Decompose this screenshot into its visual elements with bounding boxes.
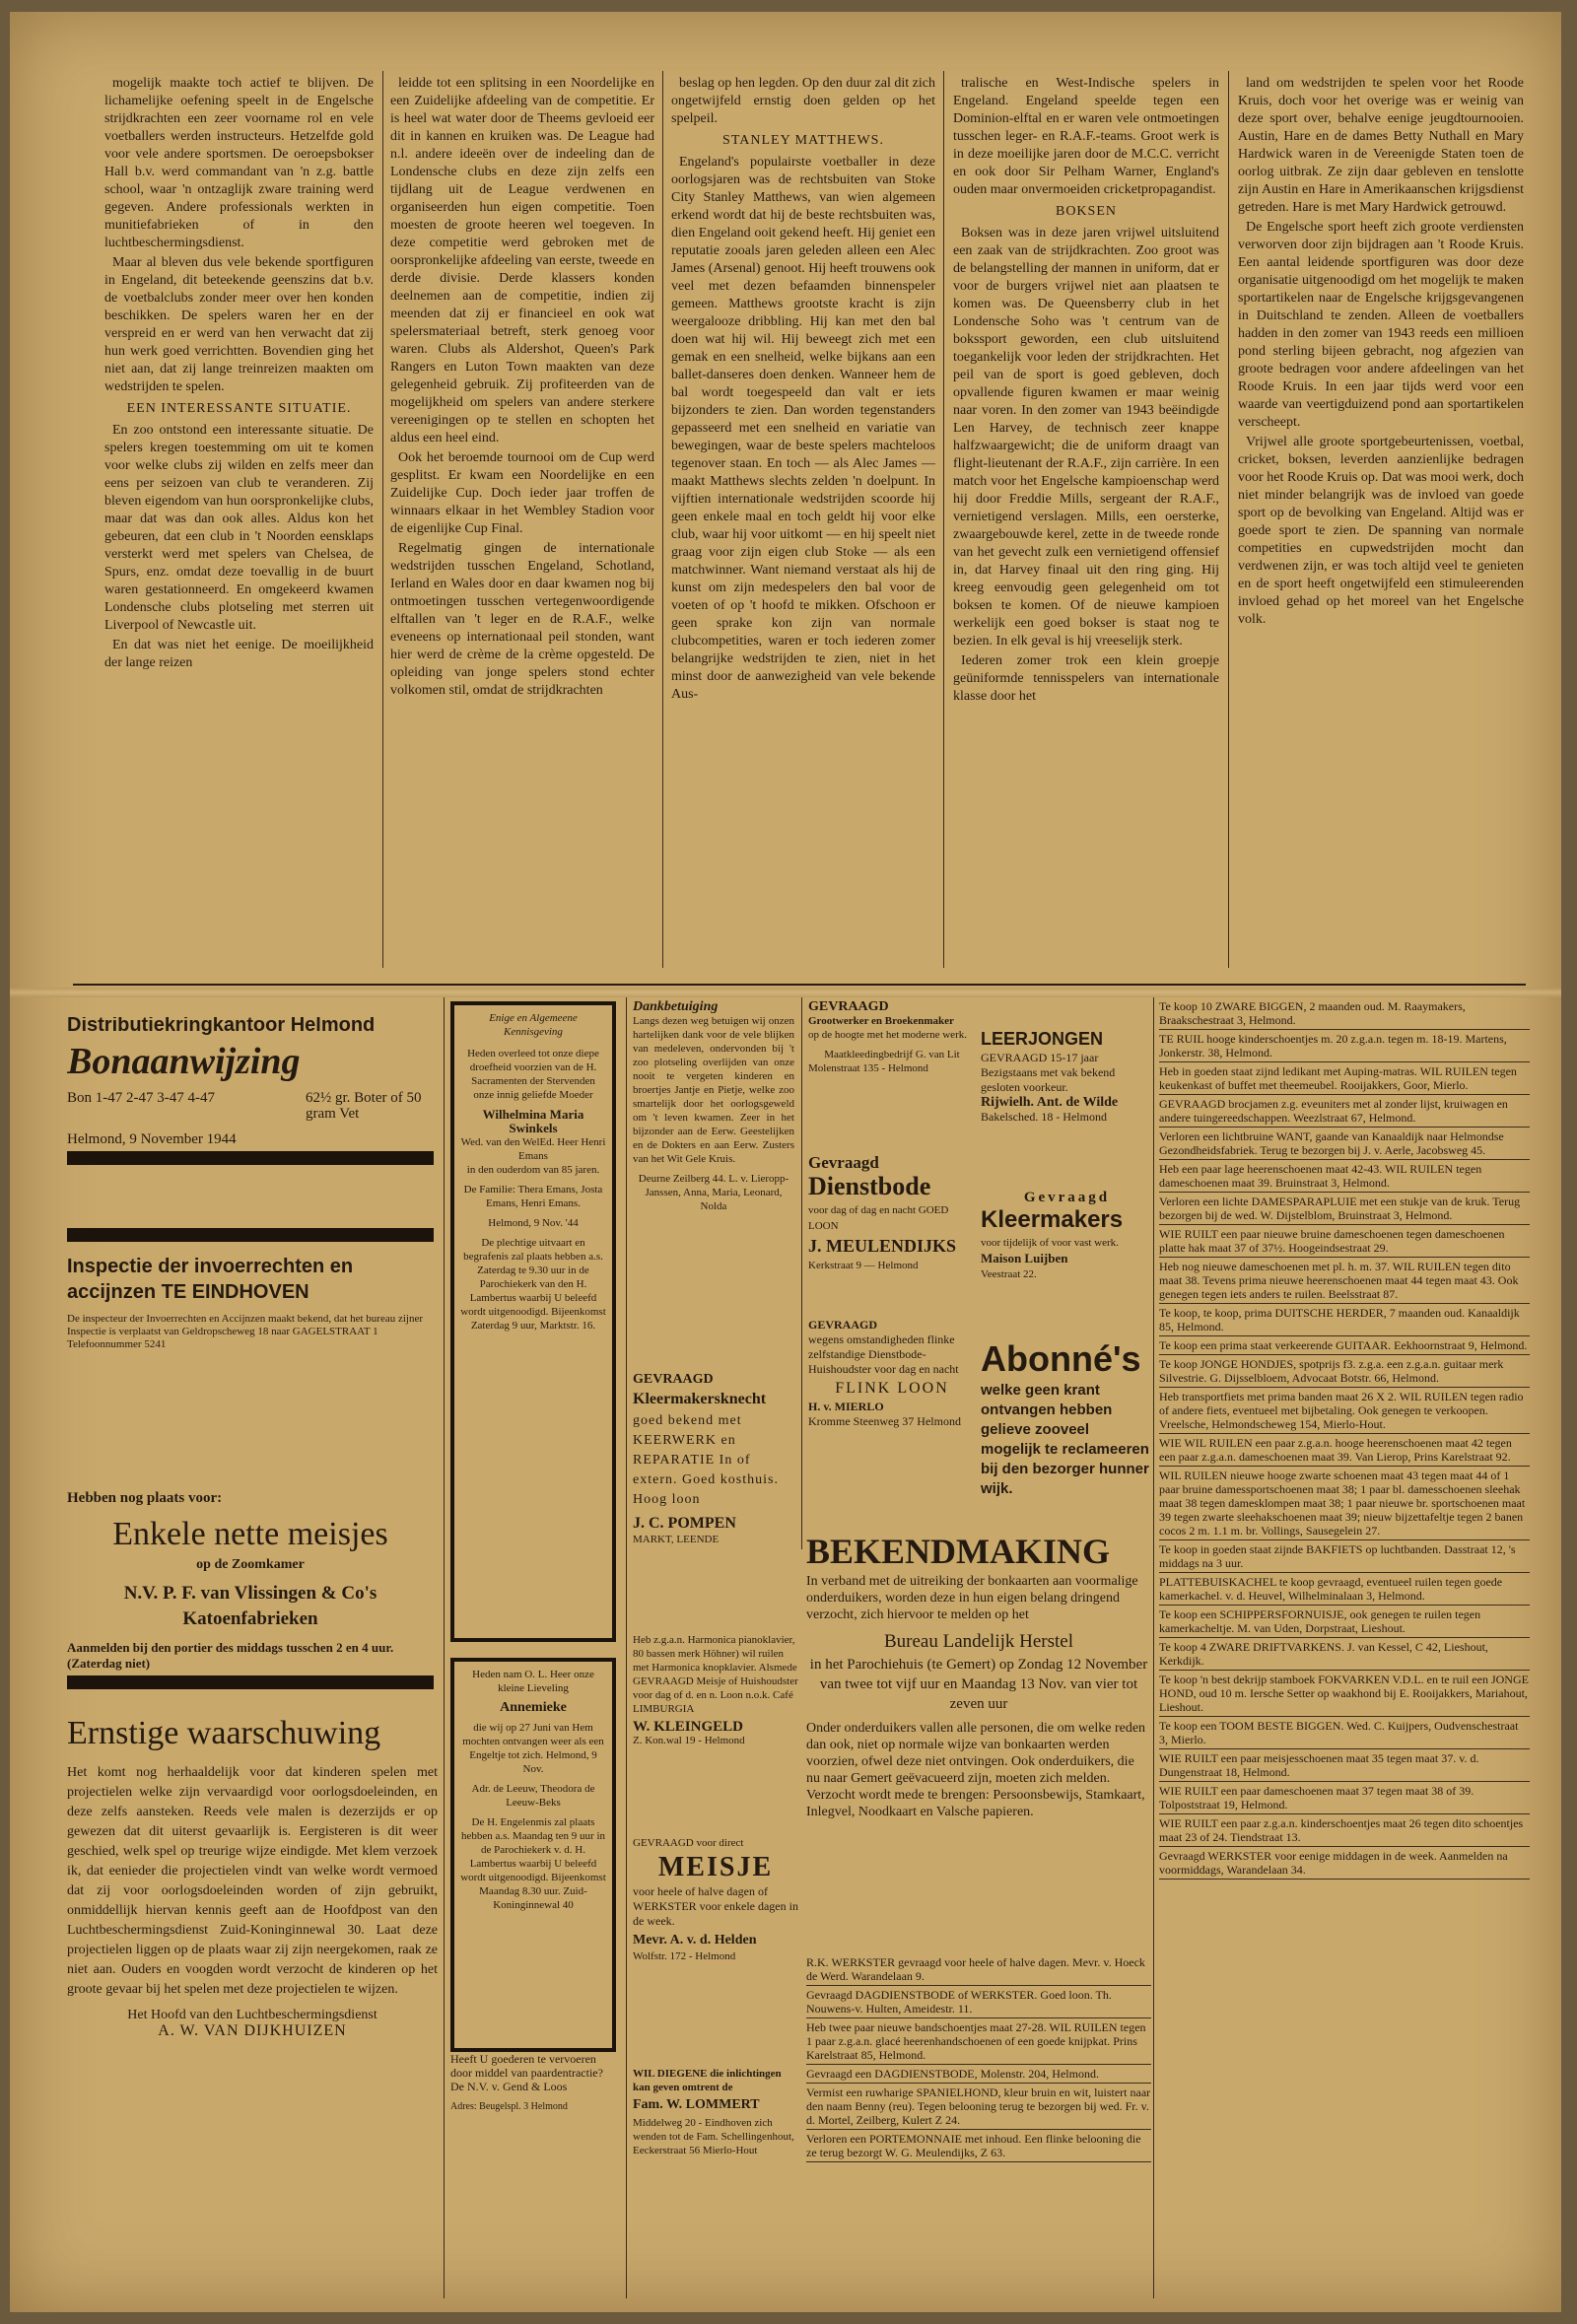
- ad-title: Dienstbode: [808, 1172, 931, 1200]
- ad-text: Langs dezen weg betuigen wij onzen hartelijken dank voor de vele blijken van medeleven, ondervonden bij 't zoo plotseling overlijden van onze nooit te vergeten kinderen en broertjes Jantje en Pietje, welke zoo smartelijk door het oorlogsgeweld om 't leven kwamen. Zeer in het bijzonder aan de Eerw. Geestelijken en de Dokters en aan Eerw. Zusters van het Wit Gele Kruis.: [633, 1015, 794, 1165]
- ad-name: Maatkleedingbedrijf G. van Lit: [824, 1049, 960, 1060]
- ad-title: BEKENDMAKING: [806, 1532, 1111, 1571]
- article-paragraph: land om wedstrijden te spelen voor het Roode Kruis, doch voor het overige was er weinig van deze sport over, behalve eenige jeugdtournooien. Austin, Hare en de dames Betty Nuthall en Mary Hardwick waren in de Vereenigde Staten toen de oorlog uitbrak. Ze zijn daar gebleven en tenslotte zijn Austin en Hare in Amerikaanschen krijgsdienst getreden. Hare is met Mary Hardwick getrouwd.: [1238, 76, 1524, 215]
- section-rule: [73, 984, 1526, 986]
- ad-overlijden-annemieke: [450, 1658, 616, 2052]
- notice-text: Heden overleed tot onze diepe droefheid voorzien van de H. Sacramenten der Stervenden onze innig geliefde Moeder: [467, 1048, 599, 1101]
- article-paragraph: Maar al bleven dus vele bekende sportfiguren in Engeland, dit beteekende geenszins dat b.v. de voetbalclubs zonder meer over hen konden beschikken. De spelers waren her en der verspreid en er werd van hen verwacht dat zij hun werk goed verrichtten. Bovendien ging het niet aan, dat zij lange treinreizen maakten om wedstrijden te spelen.: [104, 255, 374, 394]
- ad-text: De inspecteur der Invoerrechten en Accijnzen maakt bekend, dat het bureau zijner Inspectie is verplaatst van Geldropscheweg 18 naar GAGELSTRAAT 1 Telefoonnummer 5241: [67, 1313, 423, 1350]
- classified-ad: GEVRAAGD brocjamen z.g. eveuniters met al zonder lijst, kruiwagen en andere tuingereedschappen. Weezlstraat 67, Helmond.: [1159, 1095, 1530, 1128]
- column-rule: [801, 997, 802, 1549]
- ad-name: J. MEULENDIJKS: [808, 1236, 957, 1256]
- ad-text: voor dag of dag en nacht GOED LOON: [808, 1204, 949, 1232]
- classified-ad: WIE RUILT een paar meisjesschoenen maat 35 tegen maat 37. v. d. Dungenstraat 18, Helmond.: [1159, 1749, 1530, 1782]
- ad-title: Kleermakersknecht: [633, 1391, 767, 1407]
- ad-bar: [67, 1228, 434, 1242]
- ad-title: Grootwerker en Broekenmaker: [808, 1015, 954, 1027]
- ad-text: op de hoogte met het moderne werk.: [808, 1029, 967, 1041]
- ad-text: goed bekend met KEERWERK en REPARATIE In of extern. Goed kosthuis. Hoog loon: [633, 1413, 779, 1507]
- article-paragraph: Engeland's populairste voetballer in deze oorlogsjaren was de rechtsbuiten van Stoke City Stanley Matthews, van wien algemeen erkend wordt dat hij de beste rechtsbuiten was, dien Engeland ooit gekend heeft. Hij geniet een reputatie zooals jaren geleden alleen een Alec James (Arsenal) genoot. Hij heeft trouwens ook veel met dezen befaamden binnenspeler gemeen. Matthews grootste kracht is zijn weergalooze dribbling. Hij kan met den bal doen wat hij wil. Hij beweegt zich met een gemak en een snelheid, welke bijkans aan een ballet-danseres doen denken. Wanneer hem de bal wordt toegespeeld dan valt er iets bijzonders te zien. Dan worden tegenstanders gepasseerd met een snelheid en variatie van bewegingen, waar de beste spelers machteloos tegenover staan. En toch — als Alec James — maakt Matthews slechts zelden 'n doelpunt. In vijftien internationale wedstrijden scoorde hij geen enkele maal en toch geldt hij voor elke club, waar hij voor uitkomt — en hij speelt niet graag voor zijn eigen club Stoke — als een matchwinner. Want niemand verstaat als hij de kunst om zijn medespelers den bal voor de voeten of op 't hoofd te mikken. Ofschoon er geen sprake kon zijn van normale clubcompetities, waren er toch iederen zomer belangrijke wedstrijden te zien, niet in het minst door de aanwezigheid van vele bekende Aus-: [671, 155, 935, 702]
- ad-ernstige-waarschuwing: [67, 1712, 438, 2293]
- classified-ad: PLATTEBUISKACHEL te koop gevraagd, eventueel ruilen tegen goede kamerkachel. v. d. Heuvel, Wilhelminalaan 3, Helmond.: [1159, 1573, 1530, 1606]
- ad-name: Rijwielh. Ant. de Wilde: [981, 1095, 1119, 1110]
- classified-ad: Verloren een PORTEMONNAIE met inhoud. Een flinke belooning die ze terug bezorgt W. G. Meulendijks, Z 63.: [806, 2130, 1151, 2162]
- family-names: De Familie: Thera Emans, Josta Emans, Henri Emans.: [463, 1184, 603, 1209]
- ad-intro: Hebben nog plaats voor:: [67, 1490, 223, 1506]
- ad-title: Enkele nette meisjes: [112, 1516, 388, 1552]
- ad-text: Aanmelden bij den portier des middags tusschen 2 en 4 uur. (Zaterdag niet): [67, 1640, 394, 1671]
- ad-name: Mevr. A. v. d. Helden: [633, 1933, 757, 1948]
- signature-title: Het Hoofd van den Luchtbeschermingsdienst: [127, 2008, 377, 2022]
- article-column-3: [671, 75, 935, 967]
- article-paragraph: En zoo ontstond een interessante situatie. De spelers kregen toestemming om uit te komen voor welke clubs zij wilden en zelfs meer dan eens per seizoen van club te veranderen. Zij bleven eigendom van hun oorspronkelijke clubs, maar dat was dan ook alles. Aldus kon het gebeuren, dat een club in 't Noorden eensklaps versterkt werd met spelers van Chelsea, de Spurs, enz. omdat deze toevallig in de buurt waren gestationneerd. En omgekeerd kwamen Londensche clubs plotseling met sterren uit Liverpool of Newcastle uit.: [104, 423, 374, 633]
- article-subheading: STANLEY MATTHEWS.: [722, 133, 884, 148]
- classified-ad: Te koop een SCHIPPERSFORNUISJE, ook genegen te ruilen tegen kamerkacheltje. M. van Uden, Dorpstraat, Lieshout.: [1159, 1606, 1530, 1638]
- ad-meisje-werkster: [633, 1835, 798, 2052]
- notice-detail: die wij op 27 Juni van Hem mochten ontvangen weer als een Engeltje tot zich. Helmond, 9 Nov.: [462, 1722, 604, 1775]
- classified-ad: Gevraagd WERKSTER voor eenige middagen in de week. Aanmelden na voormiddags, Warandelaan 34.: [1159, 1847, 1530, 1880]
- classified-ad: WIE WIL RUILEN een paar z.g.a.n. hooge heerenschoenen maat 42 tegen een paar z.g.a.n. dameschoenen maat 39. Van Lierop, Prins Karelstraat 92.: [1159, 1434, 1530, 1467]
- classified-ad: WIE RUILT een paar nieuwe bruine dameschoenen tegen dameschoenen platte hak maat 37 of 37½. Hoogeindsestraat 29.: [1159, 1225, 1530, 1258]
- ad-address: Adres: Beugelspl. 3 Helmond: [450, 2101, 568, 2112]
- bon-numbers: Bon 1-47 2-47 3-47 4-47: [67, 1090, 215, 1106]
- article-column-4: [953, 75, 1219, 967]
- ad-text: WIL DIEGENE die inlichtingen kan geven omtrent de: [633, 2068, 782, 2093]
- ad-inspectie: [67, 1224, 434, 1401]
- classified-ad: Te koop, te koop, prima DUITSCHE HERDER, 7 maanden oud. Kanaaldijk 85, Helmond.: [1159, 1304, 1530, 1336]
- ad-flink-loon: [808, 1318, 976, 1515]
- classified-ad: TE RUIL hooge kinderschoentjes m. 20 z.g.a.n. tegen m. 18-19. Martens, Jonkerstr. 38, Helmond.: [1159, 1030, 1530, 1062]
- classified-ad: Verloren een lichte DAMESPARAPLUIE met een stukje van de kruk. Terug bezorgen bij de wed. W. Dijstelblom, Bruinstraat 3, Helmond.: [1159, 1193, 1530, 1225]
- classified-ad: Gevraagd een DAGDIENSTBODE, Molenstr. 204, Helmond.: [806, 2065, 1151, 2084]
- ad-text: In verband met de uitreiking der bonkaarten aan voormalige onderduikers, worden deze in hun eigen belang dringend verzocht, zich hiervoor te melden op het: [806, 1574, 1138, 1622]
- ad-dienstbode: [808, 1155, 976, 1303]
- ad-address: Molenstraat 135 - Helmond: [808, 1062, 928, 1074]
- ad-leerjongen: [981, 1027, 1153, 1165]
- ad-text: wegens omstandigheden flinke zelfstandige Dienstbode- Huishoudster voor dag en nacht: [808, 1333, 959, 1376]
- ad-bar: [67, 1151, 434, 1165]
- office-name: Distributiekringkantoor Helmond: [67, 1017, 376, 1036]
- ad-head: GEVRAAGD: [808, 1000, 889, 1014]
- ad-name: W. KLEINGELD: [633, 1719, 743, 1735]
- small-ads-column: [1159, 997, 1530, 1880]
- ad-overlijden-swinkels: [450, 1001, 616, 1642]
- ad-text: voor heele of halve dagen of WERKSTER voor enkele dagen in de week.: [633, 1884, 798, 1928]
- deceased-name: Annemieke: [500, 1700, 567, 1715]
- article-paragraph: Boksen was in deze jaren vrijwel uitsluitend een zaak van de strijdkrachten. Zoo groot was de belangstelling der mannen in uniform, dat er voor de burgers vrijwel niet aan plaatsen te komen was. De Queensberry club in het Londensche Soho was 't centrum van de bokssport geworden, een club uitsluitend toegankelijk voor leden der strijdkrachten. Het peil van de sport is goed gebleven, doch opvallende figuren kwamen er maar weinig naar voren. In den zomer van 1943 beëindigde Len Harvey, de technisch zeer knappe halfzwaargewicht; die de uniform draagt van flight-lieutenant der R.A.F., zijn carrière. In een match voor het Engelsche kampioenschap werd hij door Freddie Mills, sergeant der R.A.F., vernietigend verslagen. Mills, een oersterke, zwaargebouwde kerel, zette in de tweede ronde van het gevecht zulk een vernietigend offensief in, dat Harvey finaal uit den ring ging. Hij kreeg eenvoudig geen gelegenheid om tot boksen te komen. Of de nieuwe kampioen werkelijk een goed bokser is staat nog te bezien. In elk geval is hij vreeselijk sterk.: [953, 226, 1219, 649]
- classified-ad: Te koop 4 ZWARE DRIFTVARKENS. J. van Kessel, C 42, Lieshout, Kerkdijk.: [1159, 1638, 1530, 1671]
- ad-address: Veestraat 22.: [981, 1268, 1037, 1280]
- ad-harmonica: [633, 1633, 798, 1811]
- paper-fold: [10, 988, 1561, 997]
- ad-title: FLINK LOON: [835, 1380, 949, 1397]
- ad-title: Kleermakers: [981, 1206, 1124, 1233]
- classified-ad: Heb een paar lage heerenschoenen maat 42-43. WIL RUILEN tegen dameschoenen maat 39. Bruinstraat 3, Helmond.: [1159, 1160, 1530, 1193]
- ad-address: Bakelsched. 18 - Helmond: [981, 1110, 1107, 1124]
- ad-kleermakers: [981, 1190, 1153, 1318]
- newspaper-page: [10, 12, 1561, 2312]
- notice-date: Helmond, 9 Nov. '44: [488, 1217, 579, 1229]
- classified-ad: WIL RUILEN nieuwe hooge zwarte schoenen maat 43 tegen maat 44 of 1 paar bruine damessportschoenen maat 38; 1 paar bl. damesschoenen sleehak maat 38 tegen damesklompen maat 38; 1 paar nieuwe br. sportschoenen maat 39 tegen zwarte sleehakschoenen maat 39; nieuw bijzettafeltje tegen 2 banen cocos 2 m. 1.1 m. br. Vollings, Sausegelein 27.: [1159, 1467, 1530, 1540]
- ad-date: Helmond, 9 November 1944: [67, 1131, 237, 1147]
- ad-text: Heb z.g.a.n. Harmonica pianoklavier, 80 bassen merk Höhner) wil ruilen met Harmonica knopklavier. Alsmede GEVRAAGD Meisje of Huishoudster voor dag of d. en n. Loon n.o.k. Café LIMBURGIA: [633, 1634, 798, 1715]
- classified-ad: Te koop JONGE HONDJES, spotprijs f3. z.g.a. een z.g.a.n. guitaar merk Silvestrie. G. Dijsselbloem, Advocaat Botstr. 66, Helmond.: [1159, 1355, 1530, 1388]
- ad-name: Fam. W. LOMMERT: [633, 2097, 760, 2112]
- ad-head: GEVRAAGD voor direct: [633, 1837, 744, 1849]
- ad-text: Heeft U goederen te vervoeren door middel van paardentractie? De N.V. v. Gend & Loos: [450, 2052, 603, 2093]
- bon-amount: 62½ gr. Boter of 50 gram Vet: [306, 1090, 422, 1122]
- deceased-age: in den ouderdom van 85 jaren.: [466, 1164, 600, 1176]
- ad-title: Ernstige waarschuwing: [67, 1715, 381, 1751]
- ad-title: Abonné's: [981, 1338, 1141, 1379]
- classified-ad: Heb transportfiets met prima banden maat 26 X 2. WIL RUILEN tegen radio of andere fiets, eventueel met bijbetaling. Ook genegen te verkoopen. Vreelsche, Helmondscheweg 154, Mierlo-Hout.: [1159, 1388, 1530, 1434]
- ad-address: Kerkstraat 9 — Helmond: [808, 1260, 919, 1271]
- ad-address: Wolfstr. 172 - Helmond: [633, 1950, 736, 1962]
- column-rule: [444, 997, 445, 2298]
- ad-signature: Deurne Zeilberg 44. L. v. Lieropp-Janssen, Anna, Maria, Leonard, Nolda: [638, 1173, 789, 1212]
- ad-grootwerker: [808, 1000, 976, 1148]
- meeting-place: in het Parochiehuis (te Gemert) op Zondag 12 November van twee tot vijf uur en Maandag 13 Nov. van vier tot zeven uur: [809, 1657, 1148, 1712]
- classified-ad: Te koop in goeden staat zijnde BAKFIETS op luchtbanden. Dasstraat 12, 's middags na 3 uur.: [1159, 1540, 1530, 1573]
- ad-head: GEVRAAGD: [633, 1372, 714, 1387]
- article-subheading: EEN INTERESSANTE SITUATIE.: [126, 401, 352, 416]
- ad-abonnes: [981, 1337, 1153, 1525]
- ad-dankbetuiging: [633, 1000, 794, 1365]
- ad-name: H. v. MIERLO: [808, 1400, 884, 1413]
- article-paragraph: mogelijk maakte toch actief te blijven. De lichamelijke oefening speelt in de Engelsche strijdkrachten een zeer voorname rol en vele voetballers werden instructeurs. Hetzelfde gold voor vele andere sportsmen. De oeroepsbokser Hall b.v. werd commandant van 'n z.g. battle school, waar 'n ontzaglijk zware training werd gegeven. Andere professionals werkten in munitiefabrieken of in den luchtbeschermingsdienst.: [104, 76, 374, 250]
- ad-text: Het komt nog herhaaldelijk voor dat kinderen spelen met projectielen welke zijn vervaardigd voor oorlogsdoeleinden, en deze zelfs aansteken. Reeds vele malen is dezerzijds er op gewezen dat dit uiterst gevaarlijk is. Eergisteren is dit weer geschied, welk spel op treurige wijze eindigde. Met klem verzoek ik, dat eenieder die projectielen vindt van welke wordt vermoed dat zij voor oorlogsdoeleinden worden of zijn gebruikt, onmiddellijk hiervan kennis geeft aan de Hoofdpost van den Luchtbeschermingsdienst Zuid-Koninginnewal 30. Laat deze projectielen liggen op de plaats waar zij zijn neergekomen, raak ze niet aan. Ouders en voogden wordt verzocht de kinderen op het groote gevaar bij het spelen met deze projectielen te wijzen.: [67, 1765, 438, 1997]
- ad-title: LEERJONGEN: [981, 1029, 1104, 1049]
- article-paragraph: Ook het beroemde tournooi om de Cup werd gesplitst. Er kwam een Noordelijke en een Zuidelijke Cup. Doch ieder jaar troffen de winnaars elkaar in het Wembley Stadion voor de eigenlijke Cup Final.: [390, 450, 654, 536]
- article-paragraph: leidde tot een splitsing in een Noordelijke en een Zuidelijke afdeeling van de competitie. Er is heel wat water door de Theems gevloeid eer dit in kannen en kruiken was. De League had n.l. andere ideeën over de indeeling dan de Londensche clubs en deze zijn zelfs een tijdlang uit de League verdwenen en organiseerden hun eigen competitie. Toen moesten de groote heeren wel toegeven. In deze competitie werd gebroken met de oorspronkelijke afdeeling van eerste, tweede en derde divisie. Derde klassers konden deelnemen aan de competitie, indien zij meenden dat zij er financieel en ook wat spelersmateriaal betreft, sterk genoeg voor waren. Clubs als Aldershot, Queen's Park Rangers en Luton Town maakten van deze gelegenheid gebruik. Zij profiteerden van de mogelijkheid om spelers van andere sterkere vereenigingen op te stellen en schopten het aldus een heel eind.: [390, 76, 654, 445]
- ad-bonaanwijzing: [67, 1017, 434, 1195]
- deceased-name: Wilhelmina Maria Swinkels: [482, 1107, 584, 1135]
- article-paragraph: Regelmatig gingen de internationale wedstrijden tusschen Engeland, Schotland, Ierland en Wales door en daar kwamen nog bij ontmoetingen tusschen vertegenwoordigende elftallen van 't leger en de R.A.F., welke eveneens op internationaal peil stonden, want hier werd de crème de la crème opgesteld. De opleiding van jonge spelers stond echter volkomen stil, omdat de strijdkrachten: [390, 541, 654, 698]
- ad-title: Inspectie der invoerrechten en accijnzen TE EINDHOVEN: [67, 1256, 354, 1303]
- column-rule: [1153, 997, 1154, 2298]
- article-paragraph: De Engelsche sport heeft zich groote verdiensten verworven door zijn bijdragen aan 't Roode Kruis. Een aantal leidende sportfiguren was door deze organisatie uitgenoodigd om het mogelijk te maken sportartikelen naar de Engelsche krijgsgevangenen in Duitschland te zenden. Alleen de voetballers hadden in den zomer van 1943 reeds een millioen pond sterling bijeen gebracht, nog afgezien van groote bedragen voor andere afdeelingen van het Roode Kruis. In een jaar tijds werd voor een waarde van veertigduizend pond aan sportartikelen verscheept.: [1238, 220, 1524, 430]
- ad-name: J. C. POMPEN: [633, 1515, 736, 1532]
- classified-ad: Te koop 10 ZWARE BIGGEN, 2 maanden oud. M. Raaymakers, Braakschestraat 3, Helmond.: [1159, 997, 1530, 1030]
- classified-ad: WIE RUILT een paar z.g.a.n. kinderschoentjes maat 26 tegen dito schoentjes maat 23 of 24. Tiendstraat 13.: [1159, 1814, 1530, 1847]
- article-column-2: [390, 75, 654, 967]
- ad-nette-meisjes: [67, 1490, 434, 1707]
- article-paragraph: Vrijwel alle groote sportgebeurtenissen, voetbal, cricket, boksen, leverden aanzienlijke bedragen voor het Roode Kruis op. Dat was mooi werk, doch niet minder belangrijk was de invloed van goede sport op de bevolking van Engeland. Altijd was er goede sport te zien. De spanning van normale competities en cupwedstrijden mocht dan verdwenen zijn, er was toch altijd veel te genieten en de sport heeft ongetwijfeld een stimuleerenden invloed gehad op het moreel van het Engelsche volk.: [1238, 435, 1524, 627]
- ad-head: GEVRAAGD: [808, 1318, 878, 1332]
- funeral-text: De plechtige uitvaart en begrafenis zal plaats hebben a.s. Zaterdag te 9.30 uur in de Parochiekerk van den H. Lambertus waarbij U beleefd wordt uitgenoodigd. Bijeenkomst Zaterdag 9 uur, Marktstr. 16.: [460, 1237, 606, 1332]
- column-rule: [943, 71, 944, 968]
- company-name: N.V. P. F. van Vlissingen & Co's Katoenfabrieken: [123, 1583, 377, 1629]
- notice-text: Heden nam O. L. Heer onze kleine Lieveling: [472, 1669, 594, 1694]
- column-rule: [1228, 71, 1229, 968]
- column-rule: [626, 997, 627, 2298]
- article-paragraph: Iederen zomer trok een klein groepje geüniformde tennisspelers van internationale klasse door het: [953, 653, 1219, 704]
- funeral-text: De H. Engelenmis zal plaats hebben a.s. Maandag ten 9 uur in de Parochiekerk v. d. H. Lambertus waarbij U beleefd wordt uitgenoodigd. Bijeenkomst Maandag 8.30 uur. Zuid-Koninginnewal 40: [460, 1816, 606, 1911]
- classified-ad: Gevraagd DAGDIENSTBODE of WERKSTER. Goed loon. Th. Nouwens-v. Hulten, Ameidestr. 11.: [806, 1986, 1151, 2018]
- parent-names: Adr. de Leeuw, Theodora de Leeuw-Beks: [471, 1783, 595, 1809]
- classified-ad: Te koop een TOOM BESTE BIGGEN. Wed. C. Kuijpers, Oudvenschestraat 3, Mierlo.: [1159, 1717, 1530, 1749]
- ad-van-gend-loos: [450, 2052, 618, 2279]
- classified-ad: Heb nog nieuwe dameschoenen met pl. h. m. 37. WIL RUILEN tegen dito maat 38. Tevens prima nieuwe heerenschoenen maat 44 tegen maat 43. Ook genegen tegen iets anders te ruilen. Beelsstraat 87.: [1159, 1258, 1530, 1304]
- ad-bar: [67, 1675, 434, 1689]
- article-column-1: [104, 75, 374, 967]
- ad-address: Z. Kon.wal 19 - Helmond: [633, 1735, 745, 1746]
- ad-sub: op de Zoomkamer: [196, 1557, 305, 1572]
- classified-ad: R.K. WERKSTER gevraagd voor heele of halve dagen. Mevr. v. Hoeck de Werd. Warandelaan 9.: [806, 1953, 1151, 1986]
- ad-head: Gevraagd: [1023, 1190, 1111, 1205]
- ad-name: Maison Luijben: [981, 1251, 1068, 1265]
- ad-address: MARKT, LEENDE: [633, 1534, 720, 1545]
- ad-lommert: [633, 2067, 798, 2264]
- bureau-name: Bureau Landelijk Herstel: [883, 1631, 1074, 1652]
- column-rule: [382, 71, 383, 968]
- deceased-sub: Wed. van den WelEd. Heer Henri Emans: [460, 1136, 606, 1162]
- classified-ad: Te koop een prima staat verkeerende GUITAAR. Eekhoornstraat 9, Helmond.: [1159, 1336, 1530, 1355]
- classified-ad: Vermist een ruwharige SPANIELHOND, kleur bruin en wit, luistert naar den naam Benny (reu). Tegen belooning terug te bezorgen bij wed. Fr. v. d. Mortel, Zeilberg, Kulert Z 24.: [806, 2084, 1151, 2130]
- ad-title: MEISJE: [657, 1852, 774, 1882]
- ad-address: Kromme Steenweg 37 Helmond: [808, 1414, 961, 1428]
- notice-head: Enige en Algemeene Kennisgeving: [489, 1012, 578, 1038]
- ad-title: Dankbetuiging: [633, 1000, 719, 1014]
- classified-ad: Heb twee paar nieuwe bandschoentjes maat 27-28. WIL RUILEN tegen 1 paar z.g.a.n. glacé heerenhandschoenen of een goede knijpkat. Prins Karelstraat 85, Helmond.: [806, 2018, 1151, 2065]
- classified-ad: Te koop 'n best dekrijp stamboek FOKVARKEN V.D.L. en te ruil een JONGE HOND, oud 10 m. Iersche Setter op waakhond bij E. Rooijakkers, Mariahout, Lieshout.: [1159, 1671, 1530, 1717]
- ad-address: Middelweg 20 - Eindhoven zich wenden tot de Fam. Schellingenhout, Eeckerstraat 56 Mierlo-Hout: [633, 2117, 794, 2156]
- classified-ad: WIE RUILT een paar dameschoenen maat 37 tegen maat 38 of 39. Tolpoststraat 19, Helmond.: [1159, 1782, 1530, 1814]
- article-paragraph: tralische en West-Indische spelers in Engeland. Engeland speelde tegen een Dominion-elftal en er waren vele ontmoetingen tusschen leger- en R.A.F.-teams. Groot werk is in deze moeilijke jaren door de M.C.C. verricht en ook door Sir Pelham Warner, England's ouden maar onvermoeiden cricketpropagandist.: [953, 76, 1219, 197]
- ad-title: Bonaanwijzing: [67, 1041, 301, 1082]
- classified-ad: Verloren een lichtbruine WANT, gaande van Kanaaldijk naar Helmondse Gezondheidsfabriek. Terug te bezorgen bij J. v. Aerle, Jacobsweg 45.: [1159, 1128, 1530, 1160]
- ad-head: Gevraagd: [808, 1155, 879, 1172]
- article-paragraph: beslag op hen legden. Op den duur zal dit zich ongetwijfeld ernstig doen gelden op het spelpeil.: [671, 76, 935, 126]
- classified-ad: Heb in goeden staat zijnd ledikant met Auping-matras. WIL RUILEN tegen keukenkast of buffet met theemeubel. Rooijakkers, Goor, Mierlo.: [1159, 1062, 1530, 1095]
- article-paragraph: En dat was niet het eenige. De moeilijkheid der lange reizen: [104, 638, 374, 670]
- ad-text-2: Onder onderduikers vallen alle personen, die om welke reden dan ook, niet op normale wijze van bonkaarten werden voorzien, ofwel deze niet ontvingen. Ook onderduikers, die nu naar Gemert geëvacueerd zijn, moeten zich melden. Verzocht wordt mede te brengen: Persoonsbewijs, Stamkaart, Inlegvel, Noodkaart en Valsche papieren.: [806, 1721, 1146, 1819]
- signature-name: A. W. VAN DIJKHUIZEN: [158, 2022, 347, 2039]
- ad-text: voor tijdelijk of voor vast werk.: [981, 1237, 1119, 1249]
- column-rule: [662, 71, 663, 968]
- ad-text: GEVRAAGD 15-17 jaar Bezigstaans met vak bekend gesloten voorkeur.: [981, 1051, 1116, 1094]
- small-ads-bottom: [806, 1953, 1151, 2289]
- article-column-5: [1238, 75, 1524, 967]
- ad-kleermakersknecht: [633, 1372, 798, 1618]
- article-subheading: BOKSEN: [1055, 204, 1117, 219]
- ad-bekendmaking: [806, 1530, 1151, 1904]
- ad-text: welke geen krant ontvangen hebben gelieve zooveel mogelijk te reclameeren bij den bezorger hunner wijk.: [981, 1382, 1149, 1497]
